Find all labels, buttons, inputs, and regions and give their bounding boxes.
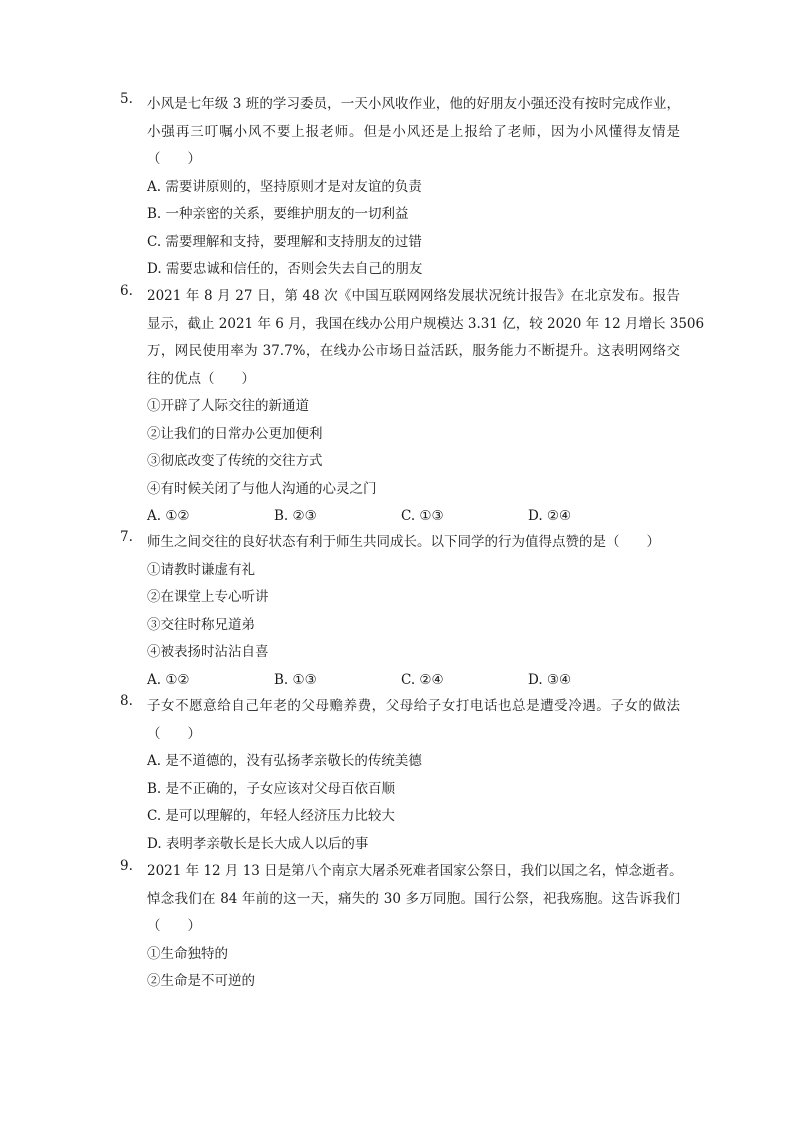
- question-number: 5.: [120, 91, 133, 107]
- statement-item: ③交往时称兄道弟: [147, 616, 255, 633]
- statement-item: ①请教时谦虚有礼: [147, 561, 255, 578]
- option-a: A. 是不道德的，没有弘扬孝亲敬长的传统美德: [147, 753, 422, 769]
- answer-blank: （ ）: [147, 151, 201, 167]
- option-c: C. 需要理解和支持，要理解和支持朋友的过错: [147, 233, 422, 250]
- option-d: D. 表明孝亲敬长是长大成人以后的事: [147, 835, 369, 852]
- option-b: B. ②③: [274, 508, 317, 524]
- question-stem-line: 师生之间交往的良好状态有利于师生共同成长。以下同学的行为值得点赞的是（ ）: [147, 534, 660, 550]
- statement-item: ②在课堂上专心听讲: [147, 589, 269, 605]
- options-row: [147, 667, 680, 695]
- question-number: 8.: [120, 693, 133, 709]
- question-8: [120, 693, 680, 858]
- option-d: D. ②④: [528, 508, 572, 524]
- options-row: [147, 503, 680, 531]
- option-b: B. ①③: [274, 671, 317, 688]
- question-9: [120, 858, 683, 996]
- statement-item: ①生命独特的: [147, 945, 228, 962]
- statement-item: ①开辟了人际交往的新通道: [147, 398, 309, 414]
- statement-item: ④被表扬时沾沾自喜: [147, 644, 269, 660]
- question-number: 9.: [120, 858, 133, 874]
- statement-item: ②让我们的日常办公更加便利: [147, 425, 323, 442]
- question-stem-line: 小强再三叮嘱小风不要上报老师。但是小风还是上报给了老师，因为小风懂得友情是: [147, 123, 680, 140]
- option-c: C. 是可以理解的，年轻人经济压力比较大: [147, 808, 395, 824]
- option-b: B. 是不正确的，子女应该对父母百依百顺: [147, 780, 396, 797]
- option-b: B. 一种亲密的关系，要维护朋友的一切利益: [147, 206, 409, 222]
- option-a: A. ①②: [147, 671, 190, 688]
- question-stem-line: 小风是七年级 3 班的学习委员，一天小风收作业，他的好朋友小强还没有按时完成作业，: [147, 96, 680, 112]
- question-6: [120, 283, 705, 531]
- option-a: A. ①②: [147, 508, 190, 524]
- answer-blank: （ ）: [147, 918, 201, 934]
- question-7: [120, 529, 680, 694]
- question-stem-line: 悼念我们在 84 年前的这一天，痛失的 30 多万同胞。国行公祭，祀我殇胞。这告诉我们: [147, 890, 680, 907]
- question-stem-line: 2021 年 12 月 13 日是第八个南京大屠杀死难者国家公祭日，我们以国之名，悼念逝者。: [147, 863, 683, 879]
- question-stem-line: 往的优点（ ）: [147, 370, 255, 387]
- question-number: 7.: [120, 529, 133, 545]
- question-stem-line: 显示，截止 2021 年 6 月，我国在线办公用户规模达 3.31 亿，较 2020 年 12 月增长 3506: [147, 315, 705, 332]
- option-d: D. ③④: [528, 671, 572, 688]
- answer-blank: （ ）: [147, 725, 201, 742]
- statement-item: ④有时候关闭了与他人沟通的心灵之门: [147, 480, 377, 497]
- option-c: C. ②④: [401, 671, 444, 688]
- option-a: A. 需要讲原则的，坚持原则才是对友谊的负责: [147, 178, 422, 195]
- question-5: [120, 91, 680, 284]
- option-c: C. ①③: [401, 508, 444, 524]
- question-number: 6.: [120, 283, 133, 299]
- question-stem-line: 万，网民使用率为 37.7%，在线办公市场日益活跃，服务能力不断提升。这表明网络交: [147, 343, 680, 359]
- question-stem-line: 2021 年 8 月 27 日，第 48 次《中国互联网网络发展状况统计报告》在北京发布。报告: [147, 288, 680, 304]
- statement-item: ②生命是不可逆的: [147, 973, 255, 989]
- question-stem-line: 子女不愿意给自己年老的父母赡养费，父母给子女打电话也总是遭受冷遇。子女的做法: [147, 698, 680, 714]
- statement-item: ③彻底改变了传统的交往方式: [147, 453, 323, 469]
- option-d: D. 需要忠诚和信任的，否则会失去自己的朋友: [147, 261, 423, 277]
